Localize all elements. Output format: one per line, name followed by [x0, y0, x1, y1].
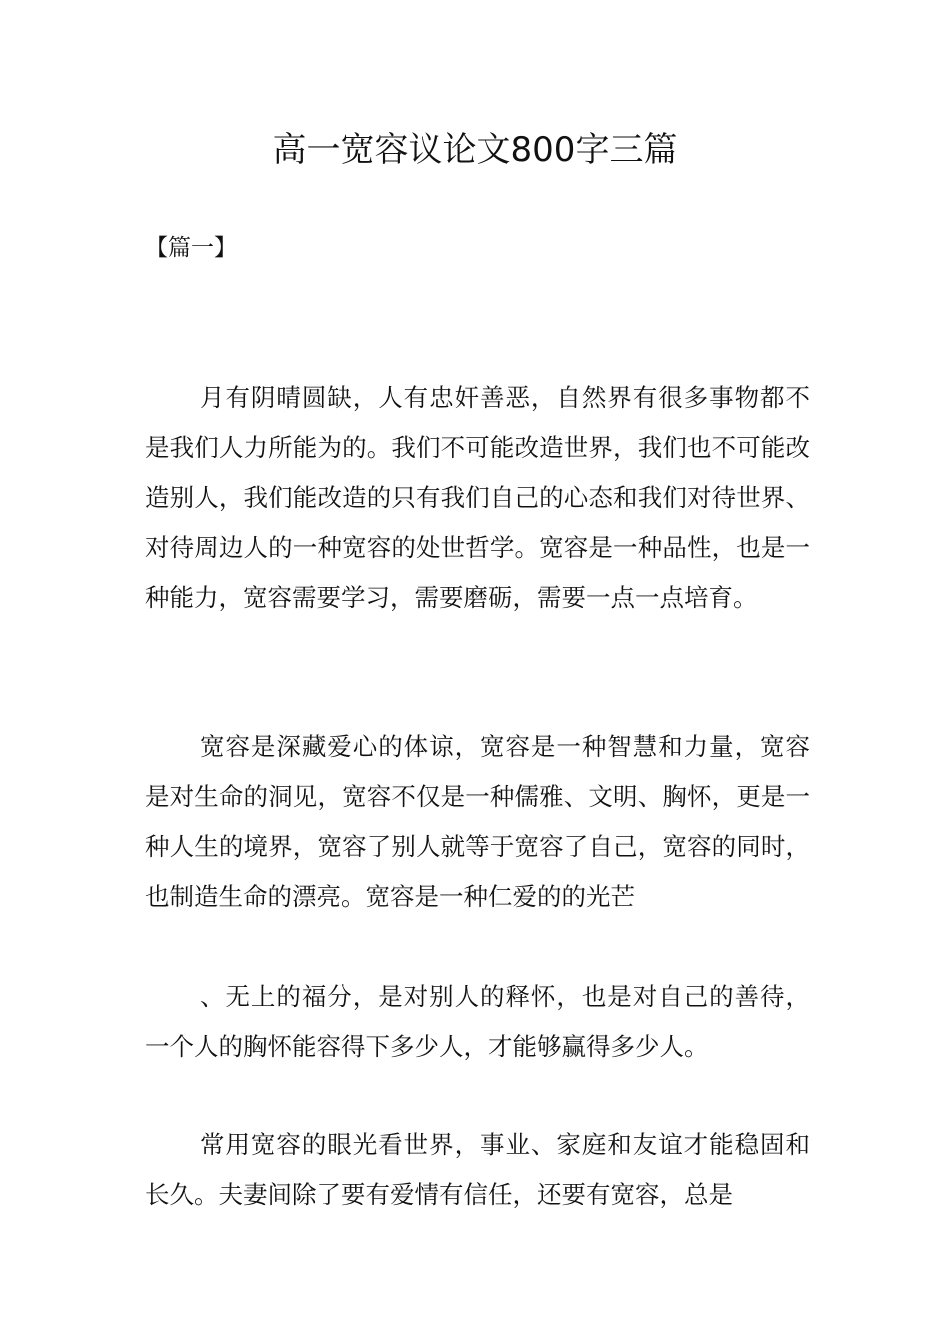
- section-label: 【篇一】: [145, 235, 237, 261]
- paragraph-3: 、无上的福分，是对别人的释怀，也是对自己的善待，一个人的胸怀能容得下多少人，才能够赢得多少人。: [145, 982, 810, 1061]
- paragraph-4: 常用宽容的眼光看世界，事业、家庭和友谊才能稳固和长久。夫妻间除了要有爱情有信任，还要有宽容，总是: [145, 1130, 810, 1209]
- document-title: 高一宽容议论文800字三篇: [272, 130, 678, 170]
- paragraph-1: 月有阴晴圆缺，人有忠奸善恶，自然界有很多事物都不是我们人力所能为的。我们不可能改造世界，我们也不可能改造别人，我们能改造的只有我们自己的心态和我们对待世界、对待周边人的一种宽容的处世哲学。宽容是一种品性，也是一种能力，宽容需要学习，需要磨砺，需要一点一点培育。: [145, 383, 810, 612]
- paragraph-2: 宽容是深藏爱心的体谅，宽容是一种智慧和力量，宽容是对生命的洞见，宽容不仅是一种儒雅、文明、胸怀，更是一种人生的境界，宽容了别人就等于宽容了自己，宽容的同时，也制造生命的漂亮。宽容是一种仁爱的的光芒: [145, 732, 810, 911]
